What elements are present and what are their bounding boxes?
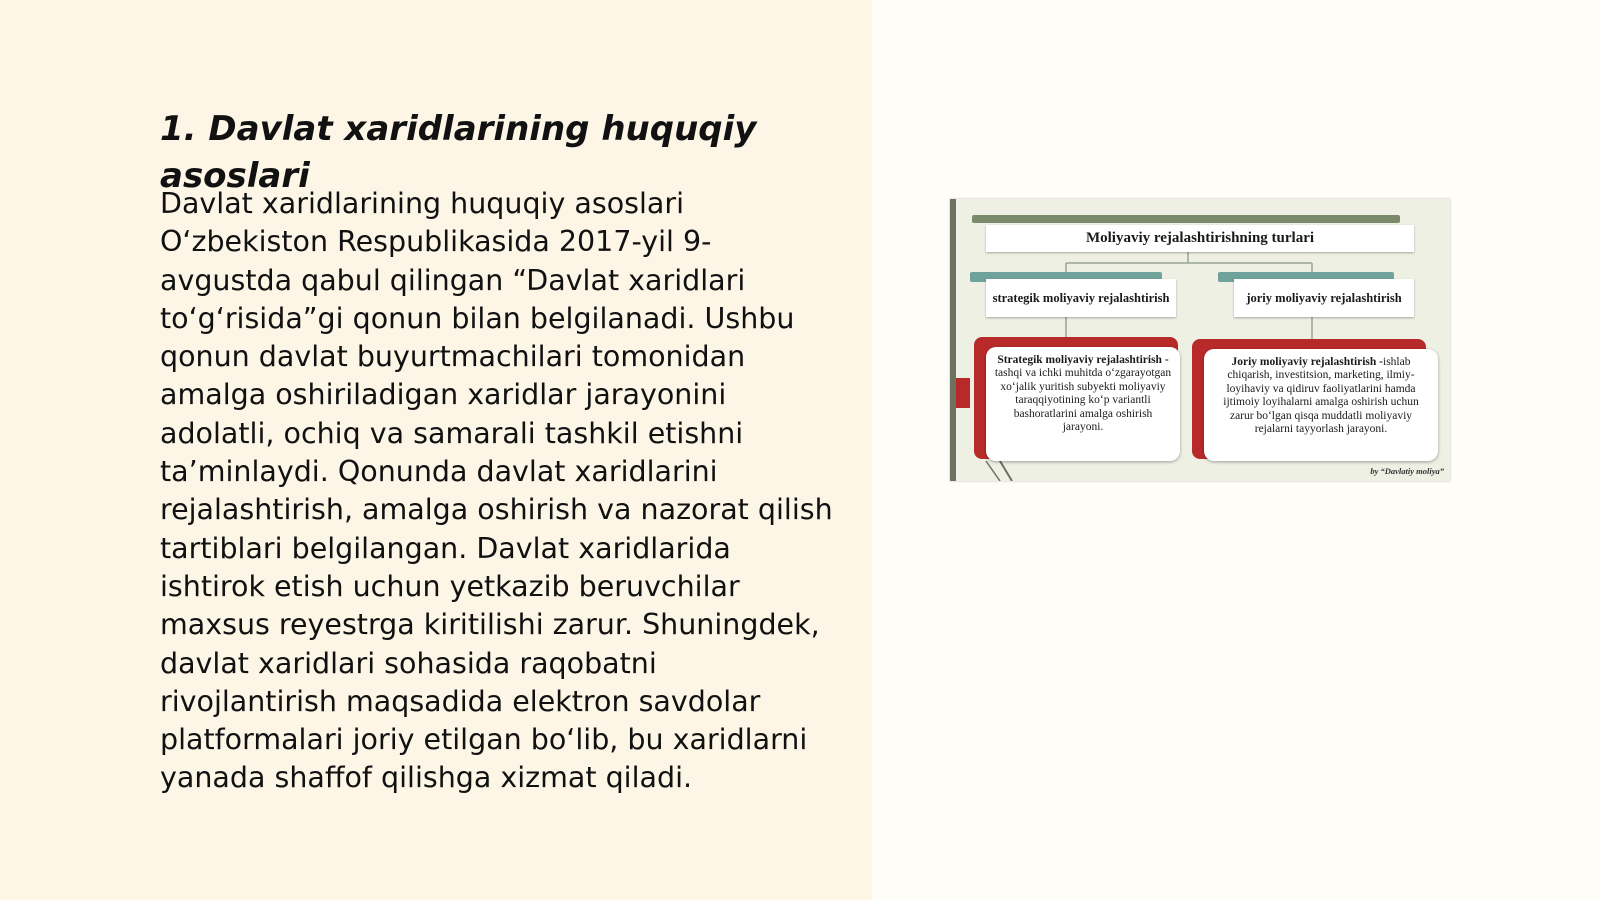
current-planning-term: Joriy moliyaviy rejalashtirish -: [1231, 356, 1384, 368]
diagram-credit: by “Davlatiy moliya”: [1370, 466, 1444, 476]
left-red-accent: [950, 378, 970, 408]
current-planning-text: ishlab chiqarish, investitsion, marketing, ilmiy-loyihaviy va qidiruv faoliyatlarini hamda ijtimoiy loyihalarni amalga oshirish uchun zarur bo‘lgan qisqa muddatli moliyaviy rejalarni tayyorlash jarayoni.: [1223, 356, 1419, 436]
financial-planning-diagram: [950, 199, 1450, 481]
strategic-planning-text: tashqi va ichki muhitda o‘zgarayotgan xo‘jalik yuritish subyekti moliyaviy taraqqiyotining ko‘p variantli bashoratlarini amalga oshirish jarayoni.: [994, 367, 1172, 434]
slide-title: 1. Davlat xaridlarining huquqiy asoslari: [160, 109, 757, 196]
current-planning-heading: joriy moliyaviy rejalashtirish: [1234, 279, 1414, 317]
diagram-title-bar: [972, 215, 1400, 223]
strategic-planning-definition: [986, 347, 1180, 461]
diagram-title: Moliyaviy rejalashtirishning turlari: [986, 225, 1414, 252]
slide-body-text: Davlat xaridlarining huquqiy asoslari O‘zbekiston Respublikasida 2017-yil 9-avgustda qabul qilingan “Davlat xaridlari to‘g‘risida”gi qonun bilan belgilanadi. Ushbu qonun davlat buyurtmachilari tomonidan amalga oshiriladigan xaridlar jarayonini adolatli, ochiq va samarali tashkil etishni ta’minlaydi. Qonunda davlat xaridlarini rejalashtirish, amalga oshirish va nazorat qilish tartiblari belgilangan. Davlat xaridlarida ishtirok etish uchun yetkazib beruvchilar maxsus reyestrga kiritilishi zarur. Shuningdek, davlat xaridlari sohasida raqobatni rivojlantirish maqsadida elektron savdolar platformalari joriy etilgan bo‘lib, bu xaridlarni yanada shaffof qilishga xizmat qiladi.: [160, 187, 833, 795]
strategic-planning-heading: strategik moliyaviy rejalashtirish: [986, 279, 1176, 317]
strategic-planning-term: Strategik moliyaviy rejalashtirish -: [997, 354, 1169, 366]
current-planning-definition: [1204, 349, 1438, 461]
